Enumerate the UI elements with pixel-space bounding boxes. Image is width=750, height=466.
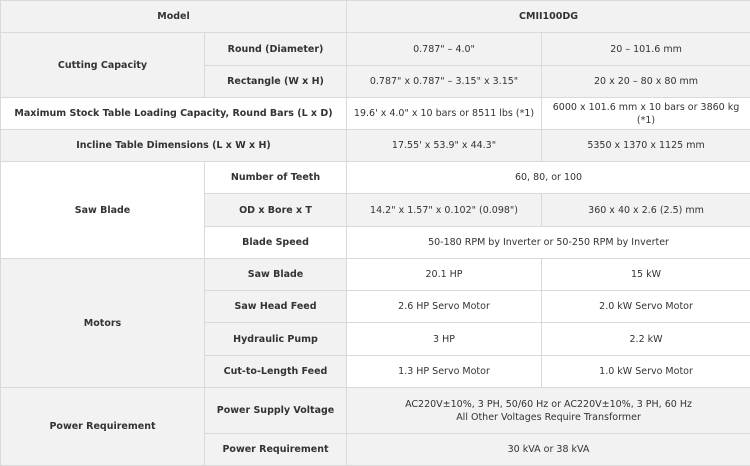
motor-saw-blade-metric: 15 kW	[542, 259, 750, 291]
motor-saw-blade-label: Saw Blade	[205, 259, 347, 291]
power-supply-voltage-label: Power Supply Voltage	[205, 388, 347, 434]
hydraulic-pump-label: Hydraulic Pump	[205, 323, 347, 356]
table-row	[1, 388, 750, 434]
cutting-capacity-label: Cutting Capacity	[1, 33, 205, 98]
incline-table-imperial: 17.55' x 53.9" x 44.3"	[347, 130, 542, 162]
hydraulic-pump-imperial: 3 HP	[347, 323, 542, 356]
model-label: Model	[1, 1, 347, 33]
table-row	[1, 259, 750, 291]
table-row	[1, 1, 750, 33]
model-value: CMII100DG	[347, 1, 750, 33]
blade-speed-label: Blade Speed	[205, 227, 347, 259]
table-row	[1, 162, 750, 194]
voltage-line-1: AC220V±10%, 3 PH, 50/60 Hz or AC220V±10%, 3 PH, 60 Hz	[405, 398, 692, 410]
incline-table-metric: 5350 x 1370 x 1125 mm	[542, 130, 750, 162]
max-stock-metric: 6000 x 101.6 mm x 10 bars or 3860 kg (*1)	[542, 98, 750, 130]
od-bore-label: OD x Bore x T	[205, 194, 347, 227]
cut-to-length-label: Cut-to-Length Feed	[205, 356, 347, 388]
table-row	[1, 98, 750, 130]
max-stock-label: Maximum Stock Table Loading Capacity, Round Bars (L x D)	[1, 98, 347, 130]
blade-speed-value: 50-180 RPM by Inverter or 50-250 RPM by Inverter	[347, 227, 750, 259]
table-row	[1, 33, 750, 66]
power-supply-voltage-value	[347, 388, 750, 434]
rectangle-metric: 20 x 20 – 80 x 80 mm	[542, 66, 750, 98]
saw-head-feed-label: Saw Head Feed	[205, 291, 347, 323]
voltage-line-2: All Other Voltages Require Transformer	[456, 411, 641, 423]
teeth-label: Number of Teeth	[205, 162, 347, 194]
rectangle-imperial: 0.787" x 0.787" – 3.15" x 3.15"	[347, 66, 542, 98]
round-metric: 20 – 101.6 mm	[542, 33, 750, 66]
power-requirement-label: Power Requirement	[1, 388, 205, 466]
cut-to-length-metric: 1.0 kW Servo Motor	[542, 356, 750, 388]
od-bore-imperial: 14.2" x 1.57" x 0.102" (0.098")	[347, 194, 542, 227]
table-row	[1, 130, 750, 162]
rectangle-label: Rectangle (W x H)	[205, 66, 347, 98]
cut-to-length-imperial: 1.3 HP Servo Motor	[347, 356, 542, 388]
teeth-value: 60, 80, or 100	[347, 162, 750, 194]
saw-blade-label: Saw Blade	[1, 162, 205, 259]
motor-saw-blade-imperial: 20.1 HP	[347, 259, 542, 291]
round-label: Round (Diameter)	[205, 33, 347, 66]
round-imperial: 0.787" – 4.0"	[347, 33, 542, 66]
max-stock-imperial: 19.6' x 4.0" x 10 bars or 8511 lbs (*1)	[347, 98, 542, 130]
power-requirement-value: 30 kVA or 38 kVA	[347, 434, 750, 466]
saw-head-feed-metric: 2.0 kW Servo Motor	[542, 291, 750, 323]
motors-label: Motors	[1, 259, 205, 388]
power-requirement-row-label: Power Requirement	[205, 434, 347, 466]
incline-table-label: Incline Table Dimensions (L x W x H)	[1, 130, 347, 162]
od-bore-metric: 360 x 40 x 2.6 (2.5) mm	[542, 194, 750, 227]
hydraulic-pump-metric: 2.2 kW	[542, 323, 750, 356]
saw-head-feed-imperial: 2.6 HP Servo Motor	[347, 291, 542, 323]
